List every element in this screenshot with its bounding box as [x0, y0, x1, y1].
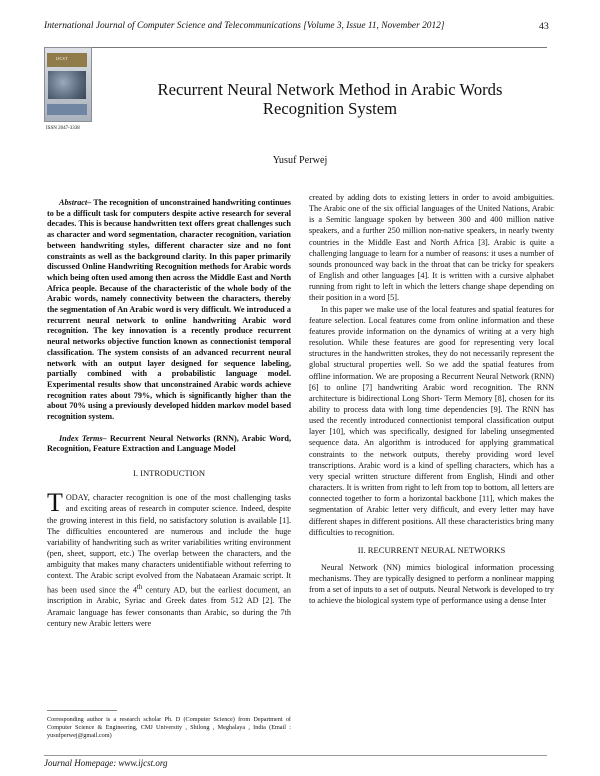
- section-heading-rnn: II. RECURRENT NEURAL NETWORKS: [357, 544, 506, 555]
- index-terms: [47, 434, 291, 455]
- header-divider: [44, 47, 547, 48]
- index-terms-text: Recurrent Neural Networks (RNN), Arabic Word, Recognition, Feature Extraction and Language Model: [47, 433, 292, 454]
- author-name: Yusuf Perwej: [272, 155, 328, 166]
- cover-photo: [48, 71, 86, 99]
- paper-title-line-2: Recognition System: [262, 99, 398, 118]
- century-number: 4: [132, 585, 137, 595]
- paper-title: [110, 80, 550, 118]
- index-terms-label: Index Terms–: [59, 433, 107, 443]
- cover-logo-text: IJCST: [56, 56, 68, 61]
- left-column: [47, 198, 291, 629]
- abstract-label: Abstract–: [59, 198, 92, 207]
- introduction-paragraph: [47, 488, 292, 629]
- paper-title-line-1: Recurrent Neural Network Method in Arabic Words: [157, 80, 503, 99]
- introduction-text-tail: century AD, but the earliest document, an inscription in Arabic, Syriac and Greek dates from 512 AD [2]. The Aramaic language has fewer consonants than Arabic, so during the 7th century new Arabic letters were: [47, 585, 292, 628]
- right-paragraph-1: created by adding dots to existing letters in order to avoid ambiguities. The Arabic one of the six official languages of the United Nations, Arabic is a Semitic language spoken by between 300 and 400 million native speakers, and a further 250 million non-native speakers, in nearly twenty countries in the Middle East and North Africa [3]. Arabic is quite a challenging language to learn for a number of reasons: it uses a number of sounds pronounced way back in the throat that can be tricky for speakers of English and other languages [4]. It is written with a cursive alphabet running from right to left in which the letters change shape depending on their position in a word [5].: [309, 193, 554, 303]
- drop-cap: T: [47, 488, 63, 518]
- section-heading-introduction: I. INTRODUCTION: [132, 468, 206, 479]
- issn-label: ISSN 2047-3338: [46, 126, 80, 131]
- cover-footer-band: [47, 104, 87, 115]
- right-paragraph-2: In this paper we make use of the local features and spatial features for feature selection. Local features come from online information and these features provide information on the dynamics of writing at a very high resolution. While these features are good for representing very local structures in the handwritten strokes, they do not necessarily represent the global structural properties well. So we add the spatial features from offline information. We are proposing a Recurrent Neural Network (RNN) [6] to online [7] handwriting Arabic word recognition. The RNN architecture is bidirectional Long Short- Term Memory [8], chosen for its ability to process data with long time dependencies [9]. The RNN has used the recently introduced connectionist temporal classification output layer [10], which was specifically, designed for labeling unsegmented sequence data. An algorithm is introduced for applying grammatical constraints to the network outputs, thereby providing word level transcriptions. Arabic word is a kind of spelling characters, which has a very special written structure different from English, Hindi and other characters. It is written from right to left from top to bottom, all letters are connected together to form a horizontal backbone [11], which makes the segmentation of Arabic letter very difficult, and every letter may have different shapes in different positions. All these characteristics bring many difficulties to recognition.: [309, 304, 554, 537]
- footnote-divider: [47, 710, 117, 711]
- footer-divider: [44, 755, 547, 756]
- abstract-text: The recognition of unconstrained handwriting continues to be a difficult task for computers despite active research for several decades. This is because handwritten text offers great challenges such as character and word segmentation, character recognition, variation between handwriting styles, different character size and no font constraints as well as the background clarity. In this paper primarily discussed Online Handwriting Recognition methods for Arabic words which being often used among then across the Middle East and North Africa people. Because of the characteristic of the whole body of the Arabic words, namely connectivity between the characters, thereby the segmentation of An Arabic word is very difficult. We introduced a recurrent neural network to online handwriting Arabic word recognition. The key innovation is a recently produce recurrent neural networks objective function known as connectionist temporal classification. The system consists of an advanced recurrent neural network with an output layer designed for sequence labeling, partially combined with a probabilistic language model. Experimental results show that unconstrained Arabic words achieve recognition rates about 79%, which is significantly higher than the about 70% using a previously developed hidden markov model based recognition system.: [47, 198, 291, 422]
- introduction-text: ODAY, character recognition is one of the most challenging tasks and exciting areas of research in computer science. Indeed, despite the growing interest in this field, no satisfactory solution is available [1]. The difficulties encountered are numerous and include the huge variability of handwriting such as writer variabilities writing environment (pen, sheet, support, etc.) The overlap between the characters, and the ambiguity that makes many characters unidentifiable without referring to context. The Arabic script evolved from the Nabataean Aramaic script. It has been used since the: [47, 493, 291, 595]
- page-number: 43: [539, 21, 549, 32]
- abstract: [47, 198, 291, 423]
- running-header: International Journal of Computer Science and Telecommunications [Volume 3, Issue 11, November 2012]: [44, 21, 445, 31]
- century-suffix: th: [136, 583, 143, 591]
- right-column: [309, 192, 554, 607]
- journal-homepage-footer: Journal Homepage: www.ijcst.org: [44, 758, 168, 768]
- corresponding-author-footnote: Corresponding author is a research scholar Ph. D (Computer Science) from Department of Computer Science & Engineering, CMJ University , Shilong , Meghalaya , India (Email : yusufperwej@gmail.com): [47, 716, 291, 740]
- right-paragraph-3: Neural Network (NN) mimics biological information processing mechanisms. They are typically designed to perform a nonlinear mapping from a set of inputs to a set of outputs. Neural Network is developed to try to achieve the biological system type of performance using a dense Inter: [309, 563, 554, 606]
